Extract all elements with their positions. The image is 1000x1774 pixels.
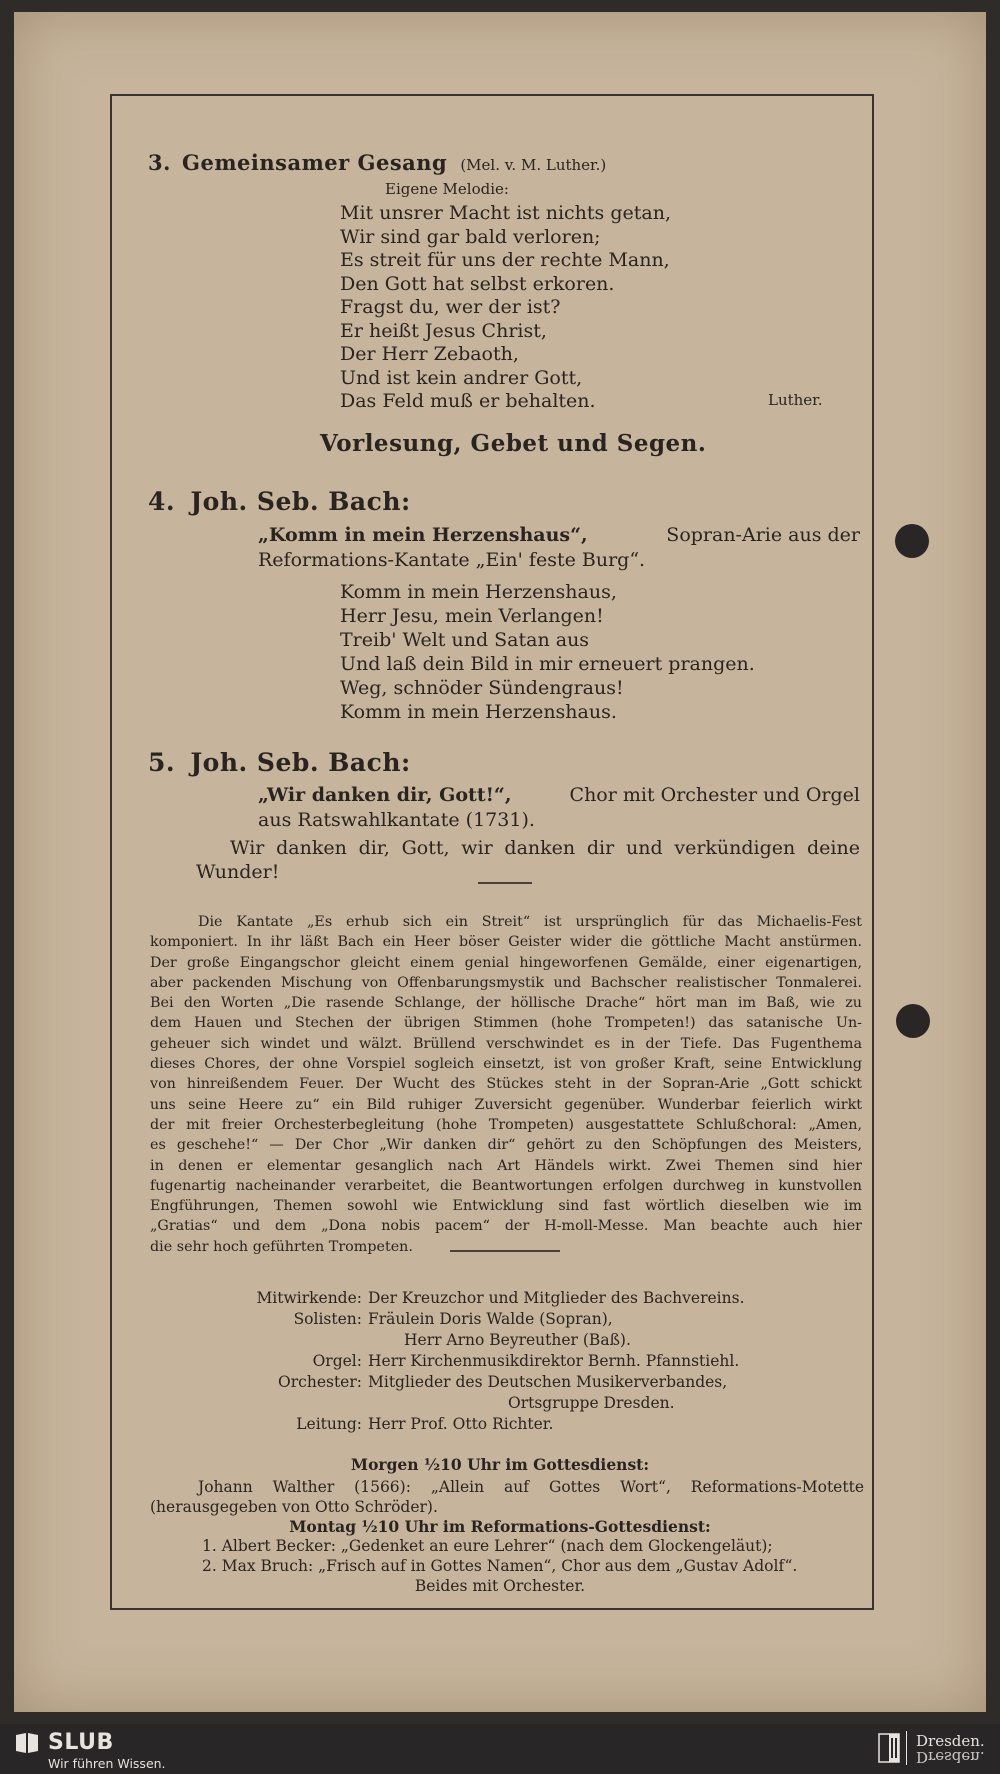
footer-partner-mirror: Dresden.	[916, 1748, 985, 1766]
footer-partner: Dresden.	[916, 1732, 985, 1750]
credit-label: Orgel:	[312, 1352, 362, 1370]
item-5-heading	[148, 748, 411, 777]
item-5-desc-2: aus Ratswahlkantate (1731).	[258, 809, 535, 831]
item-4-desc-2: Reformations-Kantate „Ein' feste Burg“.	[258, 549, 646, 571]
verse-line: Den Gott hat selbst erkoren.	[340, 272, 615, 295]
divider-long	[450, 1250, 560, 1252]
verse-line: Mit unsrer Macht ist nichts getan,	[340, 202, 671, 224]
footer-bar	[0, 1724, 1000, 1774]
credit-label: Leitung:	[296, 1415, 362, 1433]
commentary-line: in denen er elementar gesanglich nach Art Händels wirkt. Zwei Themen sind hier	[150, 1157, 862, 1174]
announce-item-1: 1. Albert Becker: „Gedenket an eure Lehrer“ (nach dem Glockengeläut);	[202, 1537, 773, 1555]
verse-line: Er heißt Jesus Christ,	[340, 319, 547, 342]
announce-morgen: Morgen ½10 Uhr im Gottesdienst:	[350, 1455, 650, 1474]
item-4-verse-2	[340, 676, 624, 724]
item-3-title: Gemeinsamer Gesang	[182, 150, 448, 175]
credit-value: Herr Kirchenmusikdirektor Bernh. Pfannstiehl.	[368, 1352, 740, 1370]
item-3-author: Luther.	[768, 391, 823, 409]
credit-label: Orchester:	[278, 1373, 362, 1391]
announce-walther-2: (herausgegeben von Otto Schröder).	[150, 1498, 438, 1516]
footer-tagline: Wir führen Wissen.	[48, 1756, 166, 1771]
commentary-line: die sehr hoch geführten Trompeten.	[150, 1238, 413, 1255]
credit-label: Mitwirkende:	[256, 1289, 362, 1307]
item-4-number: 4.	[148, 487, 176, 516]
item-3-verse	[340, 202, 671, 414]
commentary-paragraph	[150, 912, 862, 1257]
announce-walther-1: Johann Walther (1566): „Allein auf Gottes Wort“, Reformations-Motette	[198, 1478, 864, 1496]
announce-montag: Montag ½10 Uhr im Reformations-Gottesdienst:	[289, 1517, 711, 1536]
divider-short	[478, 882, 532, 884]
punch-hole-top	[895, 524, 929, 558]
slub-logo-icon	[14, 1731, 40, 1755]
commentary-line: es geschehe!“ — Der Chor „Wir danken dir“ gehört zu den Schöpfungen des Meisters,	[150, 1137, 862, 1154]
verse-line: Das Feld muß er behalten.	[340, 390, 596, 412]
commentary-line: geheuer sich windet und wälzt. Brüllend verschwindet es in der Tiefe. Das Fugenthema	[150, 1035, 862, 1052]
commentary-line: der mit freier Orchesterbegleitung (hohe Trompeten) ausgestattete Schlußchoral: „Amen,	[150, 1116, 862, 1133]
commentary-line: „Gratias“ und dem „Dona nobis pacem“ der H-moll-Messe. Man beachte auch hier	[150, 1218, 862, 1235]
item-4-heading	[148, 487, 411, 516]
verse-line: Treib' Welt und Satan aus	[340, 629, 590, 651]
item-3-heading	[148, 150, 606, 175]
item-5-title: „Wir danken dir, Gott!“,	[258, 784, 512, 806]
verse-line: Wir sind gar bald verloren;	[340, 225, 601, 248]
verse-line: Herr Jesu, mein Verlangen!	[340, 605, 604, 627]
commentary-line: fugenartig nacheinander verarbeitet, die Beantwortungen erfolgen durchweg in kunstvollen	[150, 1177, 862, 1194]
interlude-heading: Vorlesung, Gebet und Segen.	[320, 430, 707, 457]
announce-closing: Beides mit Orchester.	[414, 1577, 586, 1595]
item-3-melody: Eigene Melodie:	[385, 180, 509, 198]
credit-value: Mitglieder des Deutschen Musikerverbandes,	[368, 1373, 728, 1391]
commentary-line: uns seine Heere zu“ ein Bild ruhiger Zuversicht gegenüber. Wunderbar feierlich wirkt	[150, 1096, 862, 1113]
commentary-line: dem Hauen und Stechen der übrigen Stimmen (hohe Trompeten!) das satanische Un-	[150, 1015, 862, 1032]
footer-divider	[906, 1731, 907, 1765]
item-4-desc-1: Sopran-Arie aus der	[666, 524, 860, 546]
verse-line: Und ist kein andrer Gott,	[340, 366, 583, 389]
item-4-title: „Komm in mein Herzenshaus“,	[258, 524, 588, 546]
verse-line: Komm in mein Herzenshaus,	[340, 581, 617, 603]
commentary-line: dieses Chores, der ohne Vorspiel sogleich einsetzt, ist von großer Kraft, seine Entwicklung	[150, 1056, 862, 1073]
credit-value: Fräulein Doris Walde (Sopran),	[368, 1310, 613, 1328]
item-5-number: 5.	[148, 748, 176, 777]
item-4-composer: Joh. Seb. Bach:	[190, 487, 411, 516]
item-5-desc-1: Chor mit Orchester und Orgel	[569, 784, 860, 806]
verse-line: Und laß dein Bild in mir erneuert prangen.	[340, 653, 755, 675]
commentary-line: Der große Eingangschor gleicht einem genial hingeworfenen Gemälde, einer eigenartigen,	[150, 954, 862, 971]
dresden-coat-of-arms-icon	[878, 1733, 900, 1763]
verse-line: Es streit für uns der rechte Mann,	[340, 249, 670, 271]
verse-line: Fragst du, wer der ist?	[340, 296, 561, 318]
verse-line: Komm in mein Herzenshaus.	[340, 701, 617, 723]
item-3-note: (Mel. v. M. Luther.)	[460, 156, 607, 174]
credit-value: Herr Prof. Otto Richter.	[368, 1415, 554, 1433]
verse-line: Der Herr Zebaoth,	[340, 343, 519, 365]
commentary-line: komponiert. In ihr läßt Bach ein Heer böser Geister wider die göttliche Macht anstürmen.	[150, 934, 862, 951]
commentary-line: aber packenden Mischung von Offenbarungsmystik und Bachscher realistischer Tonmalerei.	[150, 974, 862, 991]
commentary-line: Engführungen, Themen sowohl wie Entwicklung sind fast wörtlich dieselben wie im	[150, 1198, 862, 1215]
item-3-number: 3.	[148, 150, 171, 175]
item-5-text-2: Wunder!	[196, 861, 280, 883]
verse-line: Weg, schnöder Sündengraus!	[340, 677, 624, 699]
announce-item-2: 2. Max Bruch: „Frisch auf in Gottes Namen“, Chor aus dem „Gustav Adolf“.	[202, 1557, 798, 1575]
item-5-text-1: Wir danken dir, Gott, wir danken dir und verkündigen deine	[230, 837, 860, 859]
credit-label: Solisten:	[293, 1310, 362, 1328]
commentary-line: Bei den Worten „Die rasende Schlange, der höllische Drache“ hört man im Baß, wie zu	[150, 995, 862, 1012]
credits	[0, 1288, 1000, 1448]
commentary-line: Die Kantate „Es erhub sich ein Streit“ ist ursprünglich für das Michaelis-Fest	[198, 914, 862, 930]
item-5-description	[258, 783, 860, 807]
credit-value: Herr Arno Beyreuther (Baß).	[404, 1331, 631, 1349]
item-5-composer: Joh. Seb. Bach:	[190, 748, 411, 777]
item-4-verse	[340, 580, 755, 676]
credit-value: Der Kreuzchor und Mitglieder des Bachvereins.	[368, 1289, 745, 1307]
footer-brand: SLUB	[48, 1730, 114, 1755]
credit-value: Ortsgruppe Dresden.	[508, 1394, 675, 1412]
punch-hole-bottom	[896, 1004, 930, 1038]
item-4-description	[258, 523, 860, 547]
commentary-line: von hinreißendem Feuer. Der Wucht des Stückes steht in der Sopran-Arie „Gott schickt	[150, 1076, 862, 1093]
